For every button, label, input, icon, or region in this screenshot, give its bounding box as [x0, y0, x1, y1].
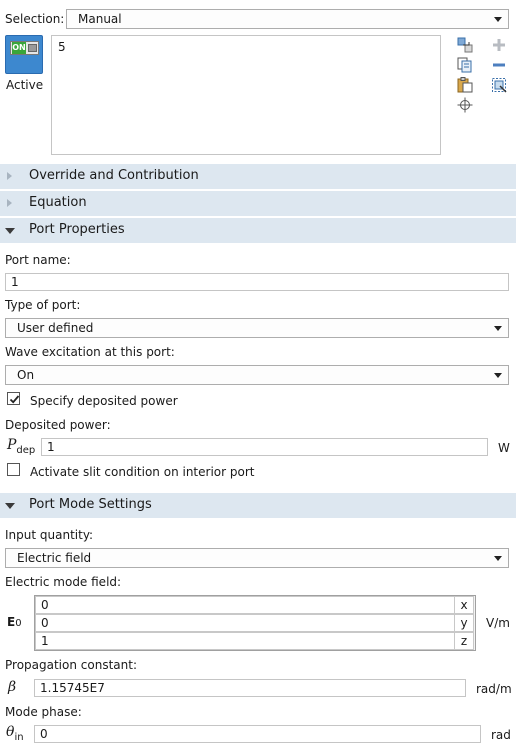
zoom-to-selection-icon[interactable]: [457, 97, 473, 113]
chevron-down-icon: [5, 503, 15, 509]
e0-unit: V/m: [486, 616, 510, 630]
port-type-label: Type of port:: [5, 298, 81, 312]
beta-symbol: β: [8, 679, 17, 695]
add-icon[interactable]: [491, 37, 507, 53]
electric-mode-field-label: Electric mode field:: [5, 575, 122, 589]
port-name-label: Port name:: [5, 253, 71, 267]
port-name-field[interactable]: 1: [5, 273, 509, 291]
selection-list[interactable]: [51, 35, 441, 155]
e0-z-field[interactable]: 1: [35, 632, 455, 650]
e0-y-component: y: [454, 614, 474, 632]
wave-excitation-combo[interactable]: [5, 365, 509, 385]
pdep-symbol: $P_{dep}$: [7, 437, 36, 456]
clear-selection-icon[interactable]: [491, 77, 507, 93]
specify-power-label: Specify deposited power: [30, 394, 178, 408]
section-title: Override and Contribution: [29, 168, 199, 183]
checkmark-icon: [8, 393, 21, 406]
section-override-contribution[interactable]: [0, 164, 516, 189]
selection-combo[interactable]: [66, 9, 509, 29]
selection-label: Selection:: [5, 12, 65, 26]
beta-unit: rad/m: [476, 682, 512, 696]
theta-field[interactable]: 0: [34, 725, 481, 743]
active-label: Active: [6, 78, 44, 92]
chevron-down-icon: [494, 326, 502, 331]
pdep-field[interactable]: 1: [41, 438, 488, 456]
e0-symbol: E0: [7, 615, 22, 629]
chevron-right-icon: [7, 199, 12, 207]
paste-icon[interactable]: [457, 77, 473, 93]
chevron-down-icon: [494, 373, 502, 378]
chevron-down-icon: [5, 228, 15, 234]
section-port-properties[interactable]: [0, 218, 516, 243]
wave-excitation-value: On: [17, 368, 35, 382]
theta-unit: rad: [491, 728, 511, 742]
list-item[interactable]: 5: [58, 40, 66, 54]
section-title: Port Mode Settings: [29, 497, 152, 512]
toggle-on-icon: ON: [10, 41, 39, 55]
e0-y-field[interactable]: 0: [35, 614, 455, 632]
section-equation[interactable]: [0, 191, 516, 216]
input-quantity-label: Input quantity:: [5, 528, 94, 542]
input-quantity-value: Electric field: [17, 551, 92, 565]
beta-field[interactable]: 1.15745E7: [34, 679, 466, 697]
chevron-down-icon: [494, 556, 502, 561]
section-port-mode-settings[interactable]: [0, 493, 516, 518]
mode-phase-label: Mode phase:: [5, 705, 82, 719]
port-type-value: User defined: [17, 321, 94, 335]
specify-power-checkbox[interactable]: [7, 392, 20, 405]
theta-symbol: $\theta_{in}$: [6, 724, 24, 743]
e0-z-component: z: [454, 632, 474, 650]
propagation-constant-label: Propagation constant:: [5, 658, 137, 672]
select-paste-icon[interactable]: [457, 37, 473, 53]
e0-x-field[interactable]: 0: [35, 596, 455, 614]
section-title: Equation: [29, 195, 87, 210]
e0-x-component: x: [454, 596, 474, 614]
selection-value: Manual: [78, 12, 122, 26]
active-toggle-button[interactable]: [5, 35, 43, 74]
e0-vector-grid: [34, 595, 476, 651]
pdep-unit: W: [498, 441, 510, 455]
remove-icon[interactable]: [491, 57, 507, 73]
wave-excitation-label: Wave excitation at this port:: [5, 345, 175, 359]
input-quantity-combo[interactable]: [5, 548, 509, 568]
slit-condition-label: Activate slit condition on interior port: [30, 465, 255, 479]
chevron-right-icon: [7, 172, 12, 180]
port-type-combo[interactable]: [5, 318, 509, 338]
section-title: Port Properties: [29, 222, 125, 237]
copy-icon[interactable]: [457, 57, 473, 73]
slit-condition-checkbox[interactable]: [7, 463, 20, 476]
chevron-down-icon: [494, 17, 502, 22]
deposited-power-label: Deposited power:: [5, 418, 111, 432]
